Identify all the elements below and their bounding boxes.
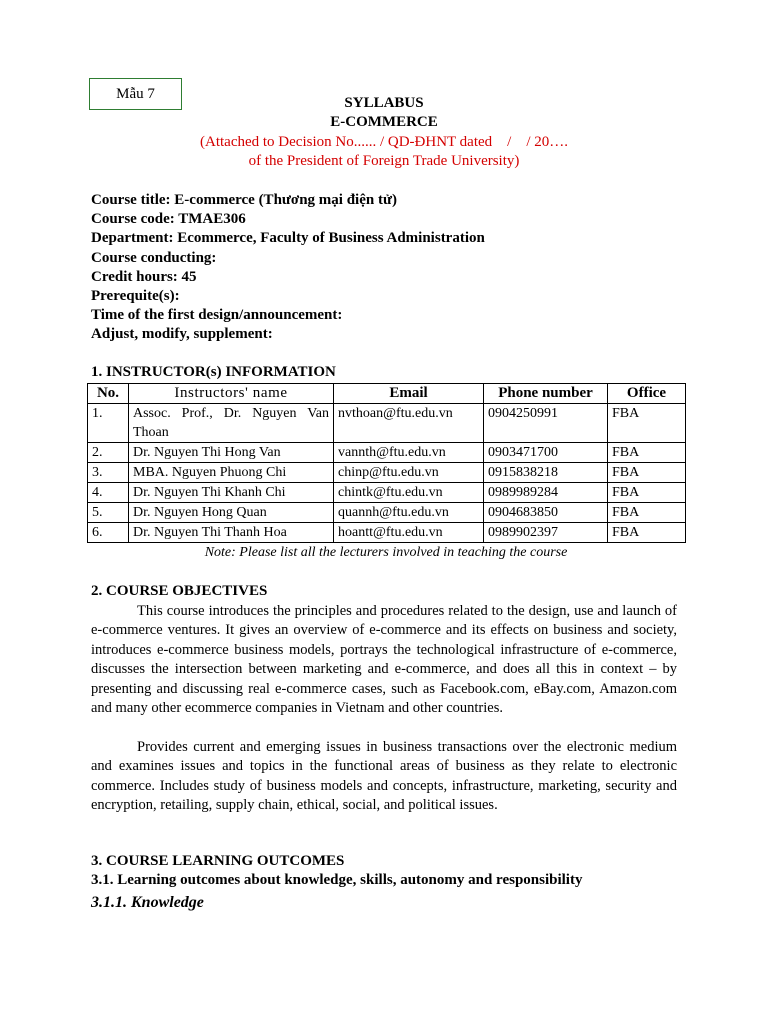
row-email: chintk@ftu.edu.vn	[334, 483, 484, 503]
syllabus-title: SYLLABUS	[344, 95, 424, 111]
table-note: Note: Please list all the lecturers involved in teaching the course	[204, 545, 568, 560]
col-office: Office	[608, 384, 686, 404]
row-name: Dr. Nguyen Thi Khanh Chi	[129, 483, 334, 503]
objectives-text-2: Provides current and emerging issues in business transactions over the electronic medium and examines issues and topics in the functional areas of business as they relate to electronic commerce. Includes study of business models and concepts, infrastructure, marketing, security and encryption, retailing, supply chain, ethical, social, and political issues.	[91, 739, 677, 814]
row-office: FBA	[608, 443, 686, 463]
table-row	[88, 503, 686, 523]
course-conducting: Course conducting:	[91, 249, 217, 266]
row-email: nvthoan@ftu.edu.vn	[334, 404, 484, 443]
table-row	[88, 443, 686, 463]
section3-1-heading: 3.1. Learning outcomes about knowledge, skills, autonomy and responsibility	[91, 872, 583, 888]
row-no: 1.	[88, 404, 129, 443]
credit-hours: Credit hours: 45	[91, 268, 197, 285]
row-phone: 0989902397	[484, 523, 608, 543]
adjust-modify: Adjust, modify, supplement:	[91, 326, 273, 343]
attached-decision-line: (Attached to Decision No...... / QD-ĐHNT dated / / 20….	[200, 134, 568, 150]
col-email: Email	[334, 384, 484, 404]
form-label: Mẫu 7	[116, 85, 155, 102]
section3-1-1-heading: 3.1.1. Knowledge	[91, 894, 204, 911]
row-office: FBA	[608, 523, 686, 543]
row-no: 5.	[88, 503, 129, 523]
course-code: Course code: TMAE306	[91, 211, 246, 228]
row-phone: 0904683850	[484, 503, 608, 523]
prerequisites: Prerequite(s):	[91, 288, 180, 305]
row-name: Dr. Nguyen Hong Quan	[129, 503, 334, 523]
instructors-table	[87, 383, 686, 543]
row-name: Assoc. Prof., Dr. Nguyen Van Thoan	[129, 404, 334, 443]
row-phone: 0989989284	[484, 483, 608, 503]
table-header-row	[88, 384, 686, 404]
row-no: 6.	[88, 523, 129, 543]
row-no: 3.	[88, 463, 129, 483]
row-email: vannth@ftu.edu.vn	[334, 443, 484, 463]
section2-heading: 2. COURSE OBJECTIVES	[91, 583, 268, 599]
row-no: 2.	[88, 443, 129, 463]
row-email: quannh@ftu.edu.vn	[334, 503, 484, 523]
row-office: FBA	[608, 404, 686, 443]
row-phone: 0915838218	[484, 463, 608, 483]
objectives-text-1: This course introduces the principles and procedures related to the design, use and launch of e-commerce ventures. It gives an overview of e-commerce and its effects on business and society, introduces e-commerce business models, portrays the technological infrastructure of e-commerce, discusses the intersection between marketing and e-commerce, and does all this in context – by presenting and discussing real e-commerce cases, such as Facebook.com, eBay.com, Amazon.com and many other ecommerce companies in Vietnam and other countries.	[91, 603, 677, 717]
row-name: MBA. Nguyen Phuong Chi	[129, 463, 334, 483]
section1-heading: 1. INSTRUCTOR(s) INFORMATION	[91, 364, 336, 380]
col-phone: Phone number	[484, 384, 608, 404]
first-design-time: Time of the first design/announcement:	[91, 307, 343, 324]
row-phone: 0903471700	[484, 443, 608, 463]
row-no: 4.	[88, 483, 129, 503]
col-no: No.	[88, 384, 129, 404]
row-office: FBA	[608, 463, 686, 483]
row-name: Dr. Nguyen Thi Hong Van	[129, 443, 334, 463]
row-office: FBA	[608, 503, 686, 523]
table-row	[88, 523, 686, 543]
section3-heading: 3. COURSE LEARNING OUTCOMES	[91, 853, 345, 869]
objectives-paragraph-1	[91, 602, 677, 718]
department: Department: Ecommerce, Faculty of Business Administration	[91, 230, 485, 247]
table-row	[88, 483, 686, 503]
row-phone: 0904250991	[484, 404, 608, 443]
course-info-block	[91, 191, 691, 345]
row-name: Dr. Nguyen Thi Thanh Hoa	[129, 523, 334, 543]
table-row	[88, 404, 686, 443]
course-title: Course title: E-commerce (Thương mại điện tử)	[91, 192, 397, 208]
president-line: of the President of Foreign Trade University)	[248, 153, 520, 169]
table-row	[88, 463, 686, 483]
row-office: FBA	[608, 483, 686, 503]
row-email: hoantt@ftu.edu.vn	[334, 523, 484, 543]
objectives-paragraph-2	[91, 738, 677, 816]
col-name: Instructors' name	[129, 384, 334, 404]
course-name-title: E-COMMERCE	[330, 114, 438, 130]
row-email: chinp@ftu.edu.vn	[334, 463, 484, 483]
